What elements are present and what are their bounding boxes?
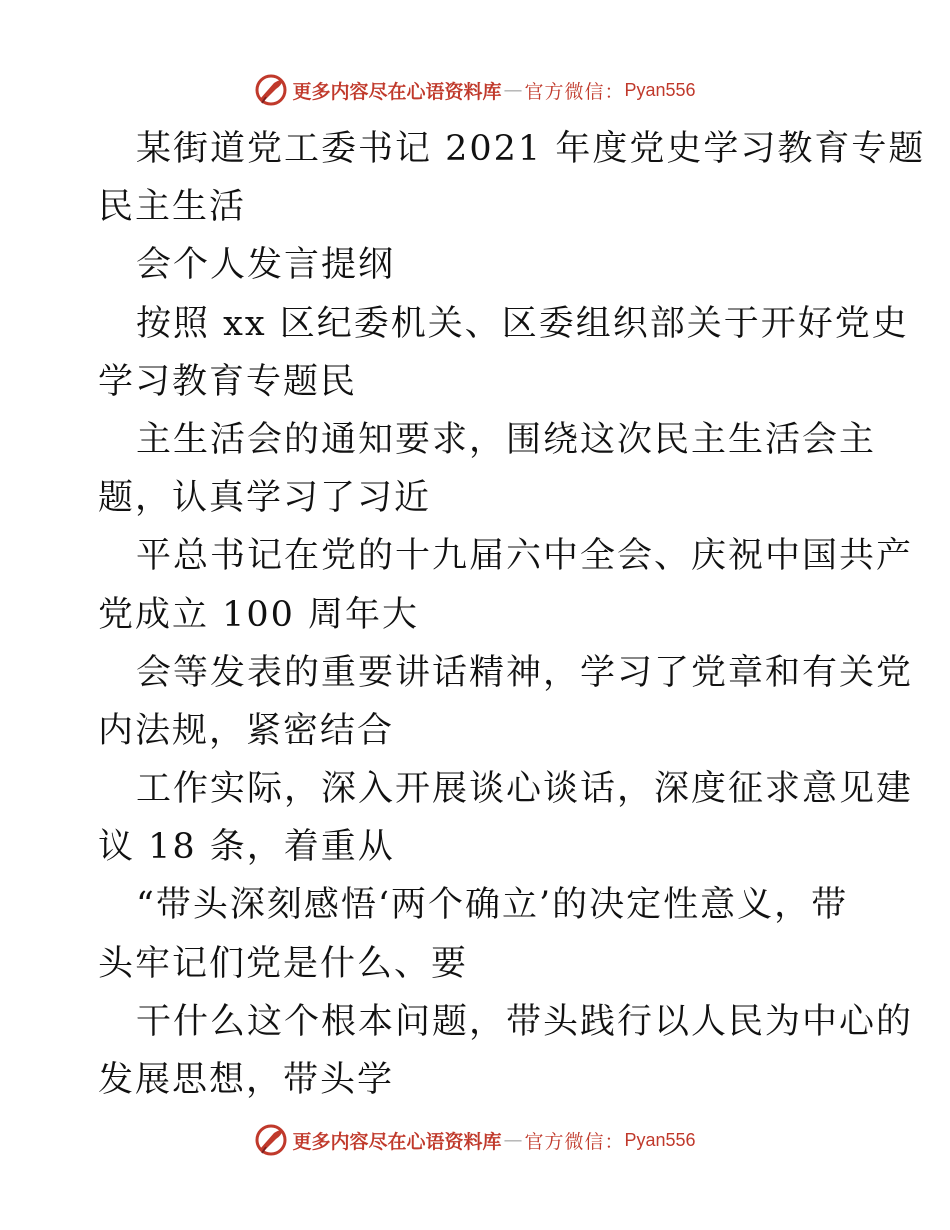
document-line: 按照 xx 区纪委机关、区委组织部关于开好党史 xyxy=(136,303,909,344)
document-line: 学习教育专题民 xyxy=(98,361,358,402)
document-line: 某街道党工委书记 2021 年度党史学习教育专题 xyxy=(136,129,926,169)
footer-banner xyxy=(0,1120,950,1160)
banner-separator: — xyxy=(503,79,523,101)
document-line: 内法规，紧密结合 xyxy=(98,710,395,751)
document-line: 主生活会的通知要求，围绕这次民主生活会主 xyxy=(136,419,877,460)
document-line: 工作实际，深入开展谈心谈话，深度征求意见建 xyxy=(136,769,914,810)
document-body xyxy=(98,120,926,1109)
banner-wechat-label: 官方微信： xyxy=(524,1130,625,1153)
quill-pen-icon xyxy=(254,1123,288,1157)
banner-wechat-id: Pyan556 xyxy=(624,1129,696,1150)
document-line: 民主生活 xyxy=(98,187,247,228)
document-line: 干什么这个根本问题，带头践行以人民为中心的 xyxy=(136,1001,914,1042)
banner-text xyxy=(292,77,695,104)
document-line: 会个人发言提纲 xyxy=(136,245,396,286)
banner-main-text: 更多内容尽在心语资料库 xyxy=(292,1130,502,1153)
document-line: 议 18 条，着重从 xyxy=(98,827,395,868)
banner-wechat-label: 官方微信： xyxy=(524,80,625,103)
banner-main-text: 更多内容尽在心语资料库 xyxy=(292,80,502,103)
document-line: 题，认真学习了习近 xyxy=(98,478,432,519)
document-line: 平总书记在党的十九届六中全会、庆祝中国共产 xyxy=(136,536,914,577)
document-line: “带头深刻感悟‘两个确立’的决定性意义，带 xyxy=(136,885,849,926)
quill-pen-icon xyxy=(254,73,288,107)
banner-text xyxy=(292,1127,695,1154)
document-line: 发展思想，带头学 xyxy=(98,1060,395,1100)
header-banner xyxy=(0,70,950,110)
document-line: 头牢记们党是什么、要 xyxy=(98,943,469,984)
banner-separator: — xyxy=(503,1129,523,1151)
document-line: 党成立 100 周年大 xyxy=(98,594,420,635)
banner-wechat-id: Pyan556 xyxy=(624,79,696,100)
document-line: 会等发表的重要讲话精神，学习了党章和有关党 xyxy=(136,652,914,693)
